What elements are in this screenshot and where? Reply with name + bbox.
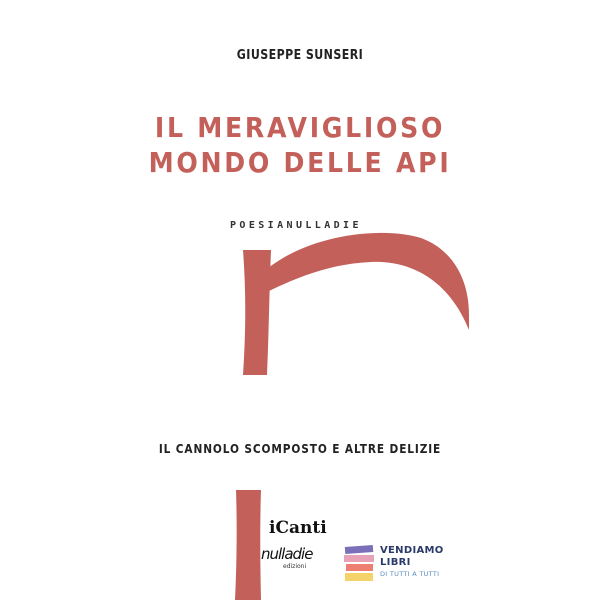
badge-line-2: LIBRI [380,557,411,568]
book-cover [131,0,469,600]
badge-tagline: DI TUTTI A TUTTI [380,570,440,578]
publisher-logo: nulladie [261,545,313,563]
book-title [148,110,452,180]
vendiamo-libri-badge [343,542,453,586]
title-line-2: MONDO DELLE API [148,146,452,179]
stacked-books-icon [343,544,377,584]
series-label: POESIANULLADIE [230,220,362,231]
badge-line-1: VENDIAMO [380,545,444,556]
decorative-letter-ornament [131,0,469,600]
title-line-1: IL MERAVIGLIOSO [154,111,446,144]
publisher-sub-label: edizioni [283,563,307,570]
collection-logo: iCanti [269,518,327,538]
book-subtitle: IL CANNOLO SCOMPOSTO E ALTRE DELIZIE [158,442,442,456]
author-name: GIUSEPPE SUNSERI [236,48,364,63]
